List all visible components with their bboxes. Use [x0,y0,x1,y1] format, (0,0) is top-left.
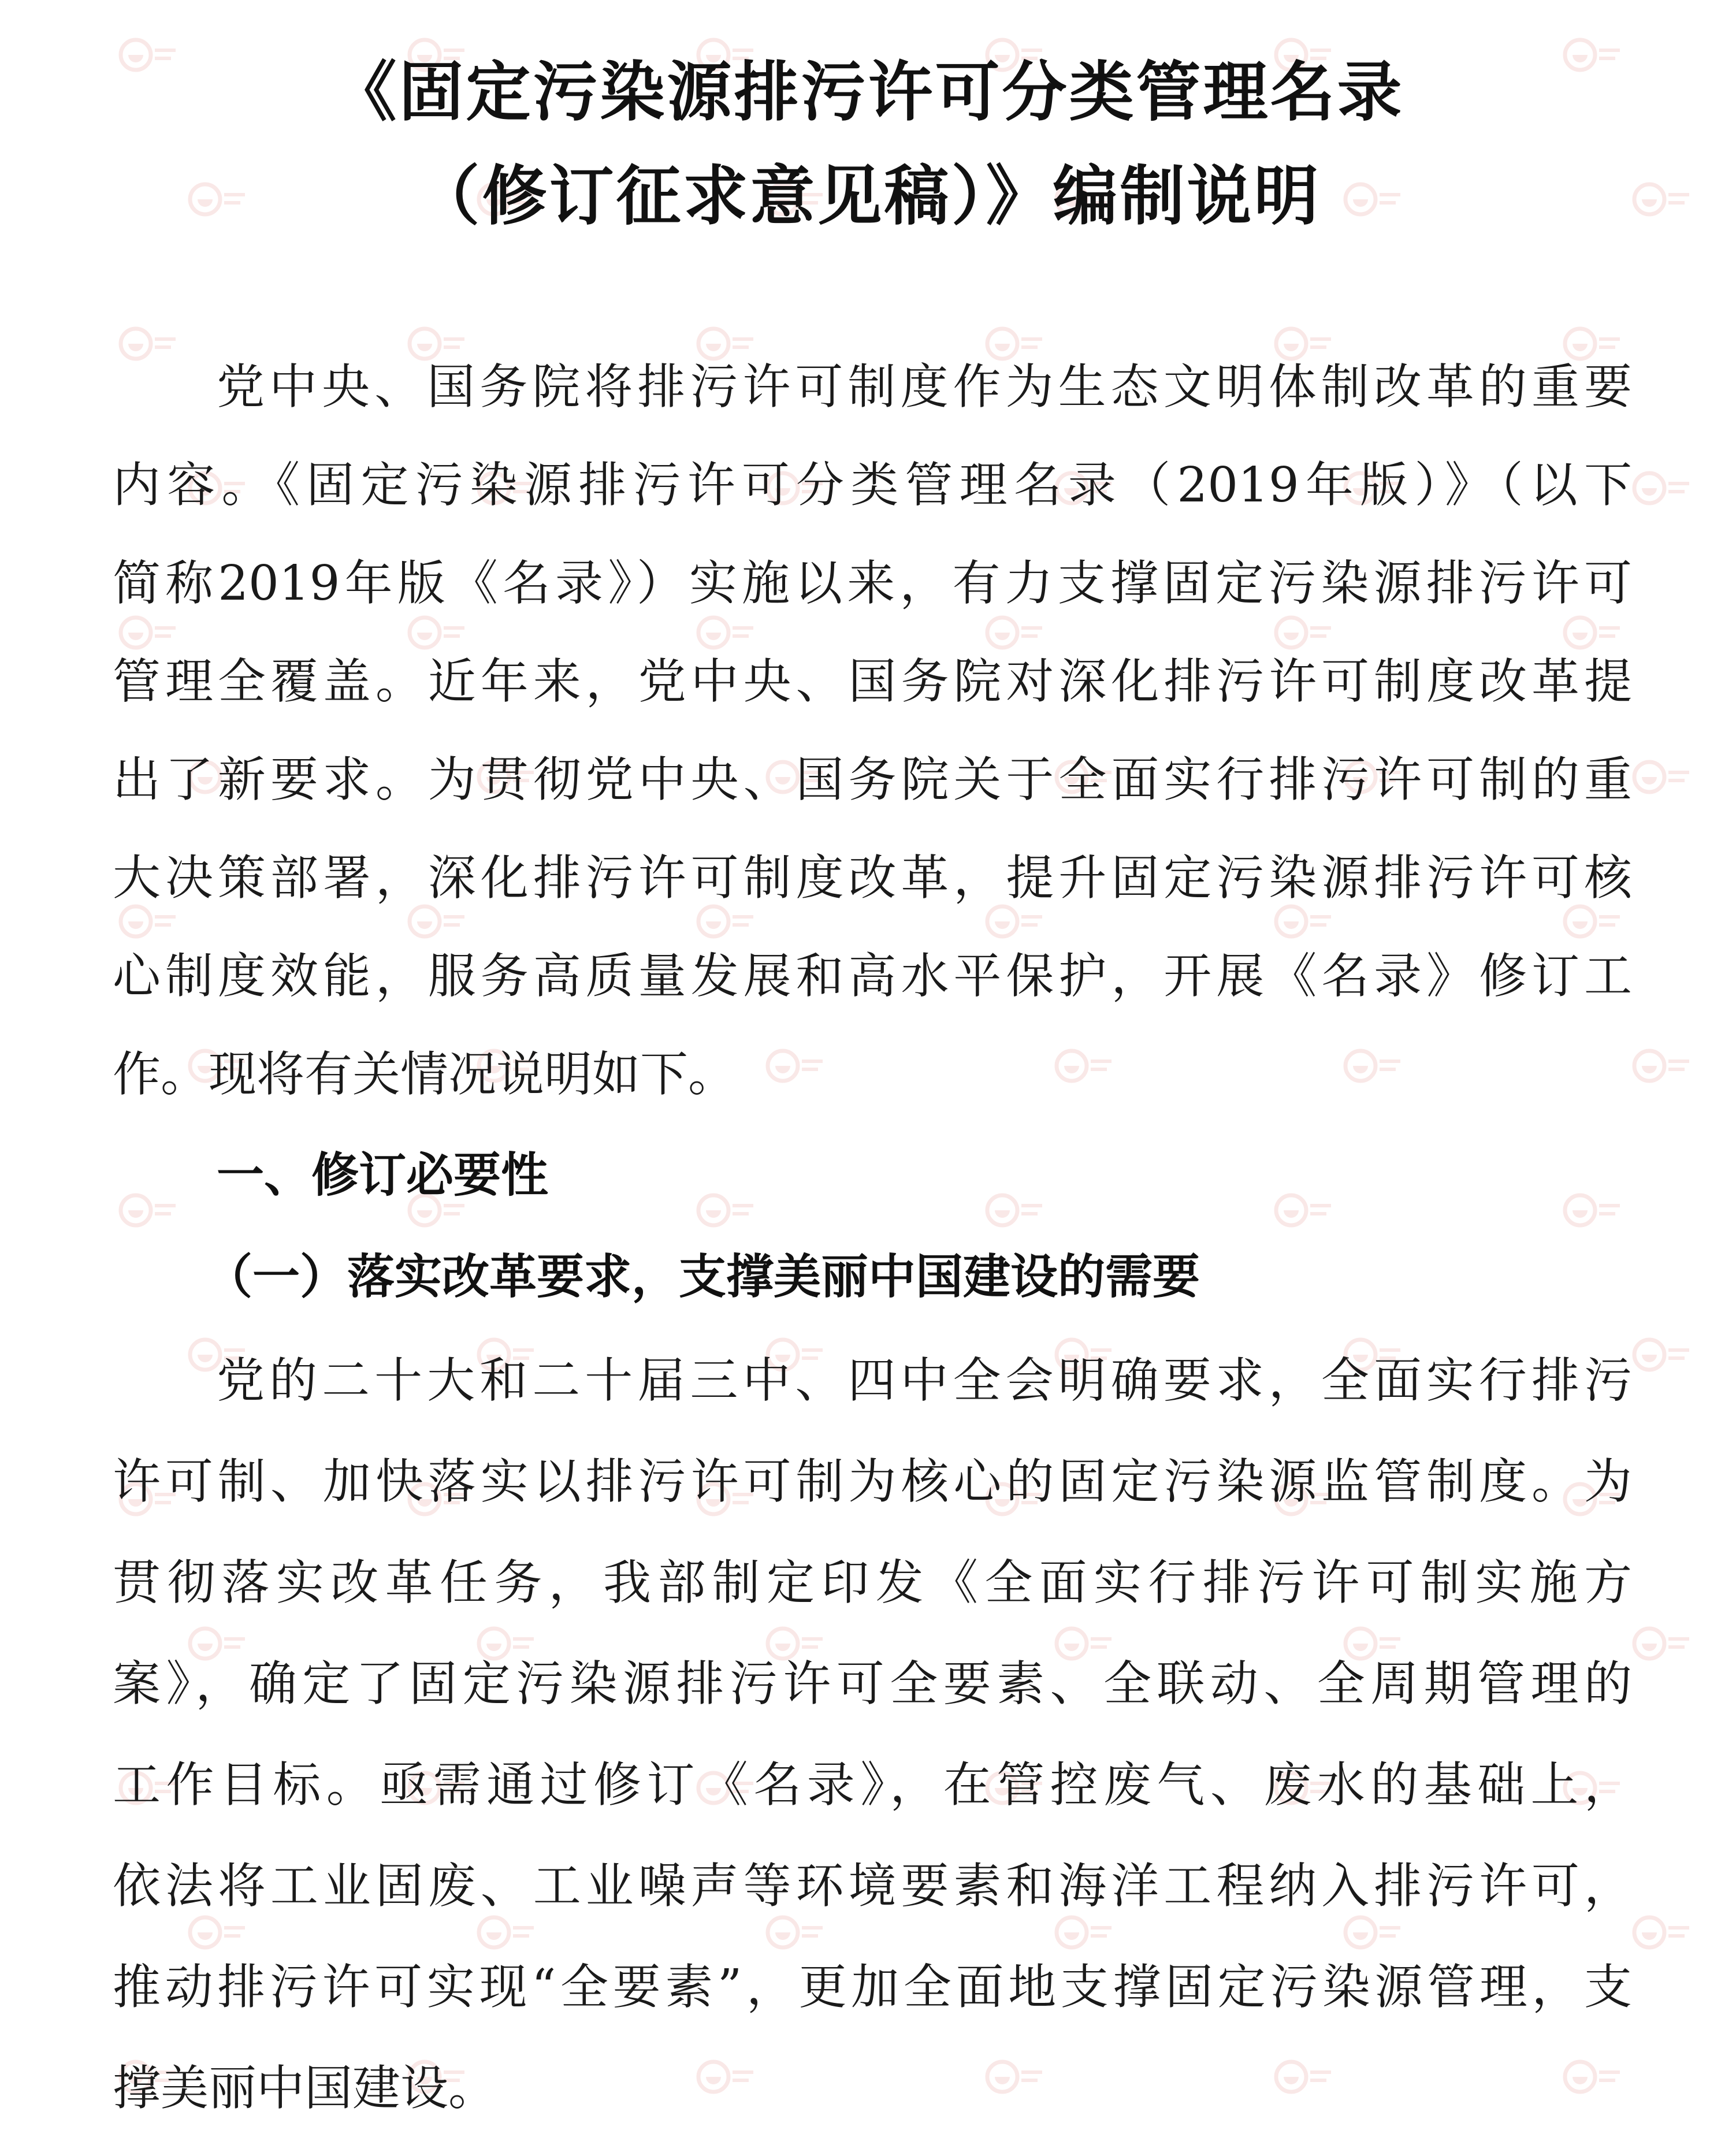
body-paragraph-line: 许可制、加快落实以排污许可制为核心的固定污染源监管制度。为 [113,1453,1632,1510]
body-paragraph-line: 党的二十大和二十届三中、四中全会明确要求，全面实行排污 [217,1352,1632,1408]
intro-paragraph-line: 内容。《固定污染源排污许可分类管理名录（2019年版）》（以下 [113,457,1632,513]
intro-paragraph-line: 大决策部署，深化排污许可制度改革，提升固定污染源排污许可核 [113,850,1632,906]
body-paragraph-line: 推动排污许可实现“全要素”，更加全面地支撑固定污染源管理，支 [113,1959,1632,2015]
intro-paragraph-line: 简称2019年版《名录》）实施以来，有力支撑固定污染源排污许可 [113,555,1632,611]
document-title-line-2: （修订征求意见稿）》编制说明 [415,159,1321,234]
intro-paragraph-line: 党中央、国务院将排污许可制度作为生态文明体制改革的重要 [217,359,1632,415]
intro-paragraph-line: 管理全覆盖。近年来，党中央、国务院对深化排污许可制度改革提 [113,653,1632,709]
section-heading: 一、修订必要性 [217,1148,549,1203]
body-paragraph-line: 案》，确定了固定污染源排污许可全要素、全联动、全周期管理的 [113,1656,1632,1712]
document-title-line-1: 《固定污染源排污许可分类管理名录 [332,55,1404,130]
body-paragraph-line: 依法将工业固废、工业噪声等环境要素和海洋工程纳入排污许可， [113,1858,1632,1914]
body-paragraph-line: 工作目标。亟需通过修订《名录》，在管控废气、废水的基础上， [113,1757,1632,1813]
body-paragraph-line: 贯彻落实改革任务，我部制定印发《全面实行排污许可制实施方 [113,1555,1632,1611]
body-paragraph-line: 撑美丽中国建设。 [113,2060,496,2116]
subsection-heading: （一）落实改革要求，支撑美丽中国建设的需要 [205,1249,1200,1304]
intro-paragraph-line: 作。现将有关情况说明如下。 [113,1046,736,1102]
intro-paragraph-line: 出了新要求。为贯彻党中央、国务院关于全面实行排污许可制的重 [113,752,1632,808]
intro-paragraph-line: 心制度效能，服务高质量发展和高水平保护，开展《名录》修订工 [113,948,1632,1004]
